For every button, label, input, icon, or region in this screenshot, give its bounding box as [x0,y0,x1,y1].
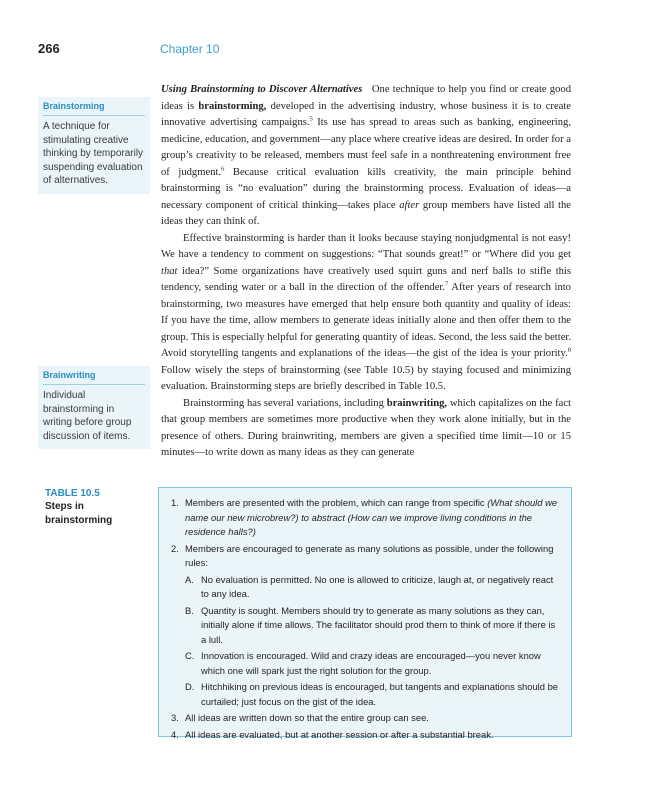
list-item: 1. Members are presented with the problem, which can range from specific (What should we name our new microbrew?) to abstract (How can we improve living conditions in the residence halls?) [171,497,558,537]
glossary-term: Brainwriting [43,370,145,385]
footnote-ref: 5 [309,115,313,123]
paragraph: Brainstorming has several variations, including brainwriting, which capitalizes on the fact that group members are sometimes more productive when they work alone initially, but in the presence of others. During brainwriting, members are given a specified time limit—10 or 15 minutes—to write down as many ideas as they can generate [161,397,571,458]
sub-list-item: D. Hitchhiking on previous ideas is encouraged, but tangents and explanations should be curtailed; just focus on the gist of the idea. [185,681,559,707]
glossary-term: Brainstorming [43,101,145,116]
run-in-heading: Using Brainstorming to Discover Alternatives [161,84,363,95]
key-term: brainwriting, [386,397,448,409]
table-number: TABLE 10.5 [45,488,100,499]
sub-list-item: C. Innovation is encouraged. Wild and crazy ideas are encouraged—you never know which one will spark just the right solution for the group. [185,650,541,676]
sub-list-item: B. Quantity is sought. Members should try to generate as many solutions as they can, initially alone if time allows. The facilitator should prod them to think of more if there is a lull. [185,604,556,645]
footnote-ref: 8 [567,346,571,354]
table-label [45,488,135,528]
glossary-definition: Individual brainstorming in writing before group discussion of items. [43,390,132,442]
glossary-brainstorming [38,97,150,194]
chapter-header: Chapter 10 [160,42,220,56]
sub-list-item: A. No evaluation is permitted. No one is allowed to criticize, laugh at, or negatively react to any idea. [185,573,554,599]
table-box [158,487,572,740]
glossary-brainwriting [38,366,150,449]
paragraph: Effective brainstorming is harder than it looks because staying nonjudgmental is not easy! We have a tendency to comment on suggestions: “That sounds great!” or “Where did you get that idea?” Some organizations have creatively used squirt guns and nerf balls to stifle this tendency, sending water or a ball in the direction of the offender.$^7$ After years of research into brainstorming, two measures have emerged that help ensure both quantity and quality of ideas: If you have the time, allow members to generate ideas initially alone and then offer them to the group. This is especially helpful for generating quantity of ideas. Second, the less said the better. Avoid storytelling tangents and explanations of the ideas—the gist of the idea is your priority.$^8$ Follow wisely the steps of brainstorming (see Table 10.5) by staying focused and minimizing evaluation. Brainstorming steps are briefly described in Table 10.5. [161,232,571,392]
table-title: Steps in brainstorming [45,501,113,526]
paragraph: Using Brainstorming to Discover Alternatives One technique to help you find or create good ideas is brainstorming, developed in the advertising industry, whose business it is to create innovative advertising campaigns.$^5$ Its use has spread to areas such as banking, engineering, medicine, education, and government—any place where creative ideas are desired. In order for a group’s creativity to be released, members must feel safe in a nonthreatening environment free of judgment.$^6$ Because critical evaluation kills creativity, the main principle behind brainstorming is “no evaluation” during the brainstorming process. Evaluation of ideas—a necessary component of critical thinking—takes place after group members have listed all the ideas they can think of. [161,84,571,227]
list-item: 4. All ideas are evaluated, but at another session or after a substantial break. [171,728,494,740]
list-item: 3. All ideas are written down so that the entire group can see. [171,712,429,723]
example-text: (What should we name our new microbrew?) to abstract (How can we improve living conditions in the residence halls?) [185,497,558,537]
body-text [161,82,571,462]
page-number: 266 [38,41,60,56]
footnote-ref: 7 [445,280,449,288]
list-item: 2. Members are encouraged to generate as many solutions as possible, under the following rules: [171,542,554,568]
key-term: brainstorming, [198,100,267,112]
footnote-ref: 6 [221,164,225,172]
glossary-definition: A technique for stimulating creative thinking by temporarily suspending evaluation of alternatives. [43,121,144,186]
